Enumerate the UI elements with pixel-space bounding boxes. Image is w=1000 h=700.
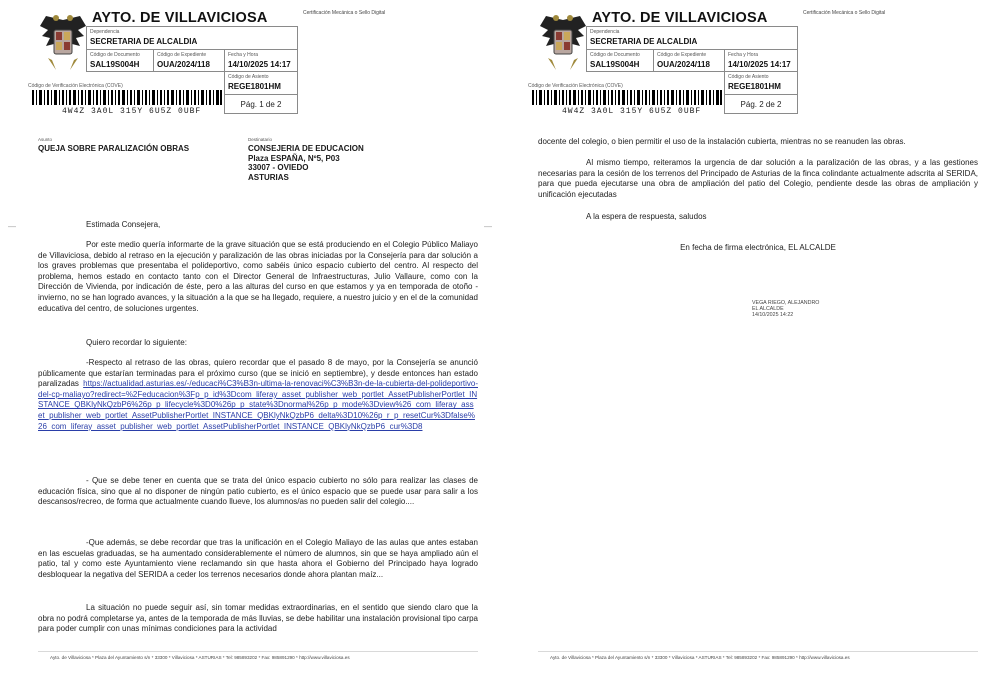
exp-code-value: OUA/2024/118 [157,60,210,69]
datetime-label: Fecha y Hora [228,52,259,58]
organization-title: AYTO. DE VILLAVICIOSA [592,10,768,26]
paragraph: A la espera de respuesta, saludos [586,212,707,221]
page-number-cell [724,94,798,114]
dependencia-cell [586,26,798,50]
asiento-label: Código de Asiento [728,74,769,80]
datetime-cell [724,49,798,72]
exp-code-cell [653,49,725,72]
exp-code-label: Código de Expediente [657,52,707,58]
csv-code: 4W4Z 3A0L 315Y 6U5Z 0UBF [62,107,202,116]
asiento-cell [224,71,298,95]
document-page-1 [8,0,500,700]
coat-of-arms-icon [538,14,588,72]
signature-datetime: 14/10/2025 14:22 [752,312,794,318]
dependencia-value: SECRETARIA DE ALCALDIA [590,37,698,46]
margin-dash: — [8,222,16,231]
paragraph: - Que se debe tener en cuenta que se trata del único espacio cubierto no sólo para realizar las clases de educación física, sino que al no disponer de ningún patio cubierto, es el único espacio que se puede usar para salir a los descansos/recreo, de forma que actualmente cuando llueve, los alumnos/as no pueden salir del colegio.... [38,476,478,507]
destinatario-line: ASTURIAS [248,172,289,182]
signer-name: VEGA RIEGO, ALEJANDRO [752,300,820,306]
doc-code-label: Código de Documento [90,52,140,58]
destinatario-block [248,137,364,182]
paragraph: La situación no puede seguir así, sin tomar medidas extraordinarias, en el sentido que siendo claro que la obra no podrá completarse ya, antes de la temporada de más lluvias, se debe habilitar una instalación provisional tipo carpa para poder cumplir con unas mínimas condiciones para la actividad [38,603,478,634]
coat-of-arms-icon [38,14,88,72]
asunto-value: QUEJA SOBRE PARALIZACIÓN OBRAS [38,144,190,153]
dependencia-label: Dependencia [590,29,620,35]
doc-code-label: Código de Documento [590,52,640,58]
destinatario-line: Plaza ESPAÑA, Nº5, P03 [248,153,340,163]
csv-code: 4W4Z 3A0L 315Y 6U5Z 0UBF [562,107,702,116]
paragraph: Al mismo tiempo, reiteramos la urgencia de dar solución a la paralización de las obras, y a las gestiones necesarias para la cesión de los terrenos del Principado de Asturias de la finca colindante actualmente adscrita al SERIDA, para que pueda ejecutarse una obra de ampliación del patio del Colegio, pendiente desde las obras de ampliación y unificación ejecutadas [538,158,978,199]
dependencia-label: Dependencia [90,29,120,35]
exp-code-label: Código de Expediente [157,52,207,58]
doc-code-value: SAL19S004H [90,60,140,69]
datetime-value: 14/10/2025 14:17 [228,60,291,69]
footer-divider [38,651,478,652]
paragraph [38,358,478,432]
page-number-cell [224,94,298,114]
exp-code-cell [153,49,225,72]
certification-label: Certificación Mecánica o Sello Digital [303,10,386,16]
datetime-value: 14/10/2025 14:17 [728,60,791,69]
asiento-value: REGE1801HM [728,82,781,91]
page-footer: Ayto. de Villaviciosa * Plaza del Ayuntamiento s/n * 33300 * Villaviciosa * ASTURIAS * Tel: 985893202 * Fax: 985891290 * http://www.villaviciosa.es [550,655,850,660]
doc-code-cell [86,49,154,72]
asiento-label: Código de Asiento [228,74,269,80]
signer-role: EL ALCALDE [752,306,784,312]
destinatario-label: Destinatario [248,137,273,142]
organization-title: AYTO. DE VILLAVICIOSA [92,10,268,26]
document-page-2 [520,0,1000,700]
asiento-cell [724,71,798,95]
exp-code-value: OUA/2024/118 [657,60,710,69]
news-article-link[interactable]: https://actualidad.asturias.es/-/educaci%C3%B3n-ultima-la-renovaci%C3%B3n-de-la-cubierta-del-polideportivo-del-cp-maliayo?redirect=%2Feducacion%3Fp_p_id%3Dcom_liferay_asset_publisher_web_portlet_AssetPublisherPortlet_INSTANCE_QBKlyNkQzbP6%26p_p_lifecycle%3D0%26p_p_state%3Dnormal%26p_p_mode%3Dview%26_com_liferay_asset_publisher_web_portlet_AssetPublisherPortlet_INSTANCE_QBKlyNkQzbP6_delta%3D10%26p_r_p_resetCur%3Dfalse%26_com_liferay_asset_publisher_web_portlet_AssetPublisherPortlet_INSTANCE_QBKlyNkQzbP6_cur%3D8 [38,379,478,431]
margin-dash: — [484,222,492,231]
page-number: Pág. 1 de 2 [240,100,282,109]
barcode-icon [532,90,722,105]
asiento-value: REGE1801HM [228,82,281,91]
asunto-label: Asunto [38,137,53,142]
datetime-label: Fecha y Hora [728,52,759,58]
datetime-cell [224,49,298,72]
destinatario-line: CONSEJERIA DE EDUCACION [248,144,364,153]
csv-label: Código de Verificación Electrónica (COVE) [528,83,623,89]
greeting-text: Estimada Consejera, [86,220,161,229]
paragraph: docente del colegio, o bien permitir el uso de la instalación cubierta, mientras no se reanuden las obras. [538,137,906,146]
paragraph-text: -Respecto al retraso de las obras, quiero recordar que el pasado 8 de mayo, por la Consejería se anunció públicamente que estarían terminadas para el próximo curso (que se inició en septiembre), y desde entonces han estado paralizadas [38,358,478,389]
greeting [38,220,478,231]
doc-code-cell [586,49,654,72]
page-footer: Ayto. de Villaviciosa * Plaza del Ayuntamiento s/n * 33300 * Villaviciosa * ASTURIAS * Tel: 985893202 * Fax: 985891290 * http://www.villaviciosa.es [50,655,350,660]
dependencia-value: SECRETARIA DE ALCALDIA [90,37,198,46]
footer-divider [538,651,978,652]
signature-block [752,300,819,318]
csv-label: Código de Verificación Electrónica (COVE) [28,83,123,89]
paragraph: Por este medio quería informarte de la grave situación que se está produciendo en el Colegio Público Maliayo de Villaviciosa, debido al retraso en la ejecución y paralización de las obras iniciadas por la Consejería para dar solución a los graves problemas que presentaba el polideportivo, como sabéis único espacio cubierto del centro. Al respecto del problema, hemos estado en contacto tanto con el Director General de Infraestructuras, Julio Vallaure, como con la Dirección de Vivienda, por indicación de éste, pero a las alturas del curso en que estamos y ya en temporada de otoño -invierno, no se han logrado avances, y la situación a la que se ha llegado, requiere, a nuestro juicio y en el de la comunidad educativa del centro, de soluciones urgentes. [38,240,478,313]
certification-label: Certificación Mecánica o Sello Digital [803,10,886,16]
page-number: Pág. 2 de 2 [740,100,782,109]
asunto-block [38,137,189,153]
barcode-icon [32,90,222,105]
dependencia-cell [86,26,298,50]
closing-line: En fecha de firma electrónica, EL ALCALDE [680,243,836,252]
paragraph: Quiero recordar lo siguiente: [86,338,187,347]
destinatario-line: 33007 - OVIEDO [248,163,309,172]
doc-code-value: SAL19S004H [590,60,640,69]
paragraph: -Que además, se debe recordar que tras la unificación en el Colegio Maliayo de las aulas que antes estaban en las escuelas graduadas, se ha aumentado considerablemente el número de alumnos, sin que se haya ampliado aún el patio, tal y como este Ayuntamiento viene reclamando sin que hasta ahora el Gobierno del Principado haya logrado desbloquear la negativa del SERIDA a ceder los terrenos necesarios donde ahora plantan maíz... [38,538,478,579]
